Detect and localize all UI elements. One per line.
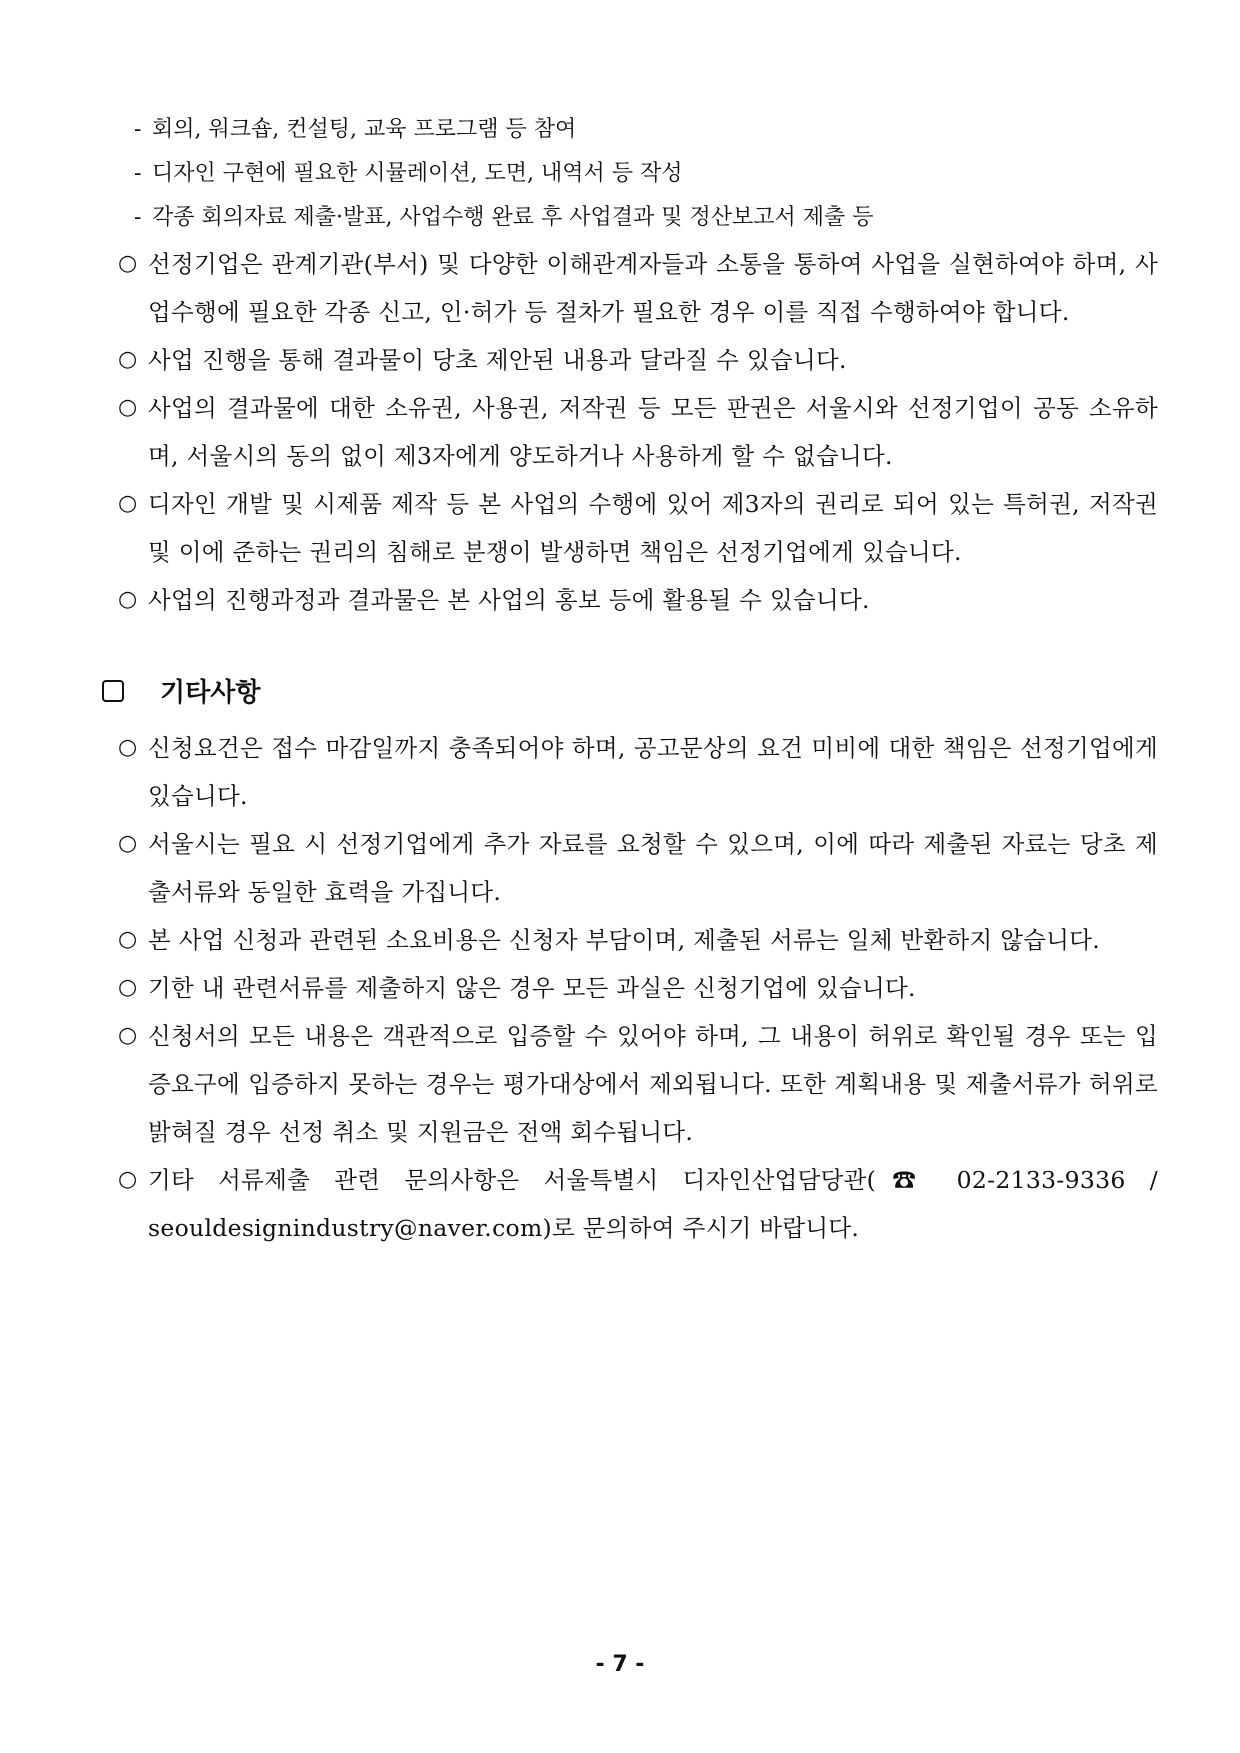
section-bullet-item-5: [118, 1012, 1158, 1156]
bullet-item-5: [118, 576, 1158, 624]
bullet-circle-icon: ○: [118, 1023, 138, 1048]
bullet-text: 기한 내 관련서류를 제출하지 않은 경우 모든 과실은 신청기업에 있습니다.: [148, 974, 916, 1002]
page-number: - 7 -: [595, 1652, 645, 1677]
bullet-circle-icon: ○: [118, 395, 138, 420]
section-bullet-item-1: [118, 724, 1158, 820]
bullet-circle-icon: ○: [118, 587, 138, 612]
bullet-circle-icon: ○: [118, 1167, 138, 1192]
dash-item-1: [118, 108, 1158, 152]
section-bullet-item-6: [118, 1156, 1158, 1252]
bullet-text: 서울시는 필요 시 선정기업에게 추가 자료를 요청할 수 있으며, 이에 따라 제출된 자료는 당초 제출서류와 동일한 효력을 가집니다.: [148, 830, 1158, 906]
bullet-text: 본 사업 신청과 관련된 소요비용은 신청자 부담이며, 제출된 서류는 일체 반환하지 않습니다.: [148, 926, 1101, 954]
bullet-circle-icon: ○: [118, 831, 138, 856]
section-bullet-item-2: [118, 820, 1158, 916]
dash-item-3: [118, 196, 1158, 240]
dash-item-text: 각종 회의자료 제출·발표, 사업수행 완료 후 사업결과 및 정산보고서 제출 등: [152, 205, 874, 230]
dash-mark: -: [134, 205, 142, 230]
section-bullet-item-4: [118, 964, 1158, 1012]
page-content: [118, 108, 1158, 1252]
bullet-circle-icon: ○: [118, 347, 138, 372]
bullet-text: 신청서의 모든 내용은 객관적으로 입증할 수 있어야 하며, 그 내용이 허위로 확인될 경우 또는 입증요구에 입증하지 못하는 경우는 평가대상에서 제외됩니다. 또한 계획내용 및 제출서류가 허위로 밝혀질 경우 선정 취소 및 지원금은 전액 회수됩니다.: [148, 1022, 1158, 1146]
dash-mark: -: [134, 161, 142, 186]
bullet-text: 선정기업은 관계기관(부서) 및 다양한 이해관계자들과 소통을 통하여 사업을 실현하여야 하며, 사업수행에 필요한 각종 신고, 인·허가 등 절차가 필요한 경우 이를 직접 수행하여야 합니다.: [148, 250, 1158, 326]
bullet-item-2: [118, 336, 1158, 384]
dash-item-2: [118, 152, 1158, 196]
bullet-circle-icon: ○: [118, 491, 138, 516]
dash-mark: -: [134, 117, 142, 142]
bullet-circle-icon: ○: [118, 927, 138, 952]
bullet-item-1: [118, 240, 1158, 336]
checkbox-square-icon: [102, 680, 124, 702]
bullet-circle-icon: ○: [118, 735, 138, 760]
bullet-text: 신청요건은 접수 마감일까지 충족되어야 하며, 공고문상의 요건 미비에 대한 책임은 선정기업에게 있습니다.: [148, 734, 1158, 810]
bullet-text: 사업 진행을 통해 결과물이 당초 제안된 내용과 달라질 수 있습니다.: [148, 346, 847, 374]
bullet-circle-icon: ○: [118, 975, 138, 1000]
dash-item-text: 회의, 워크숍, 컨설팅, 교육 프로그램 등 참여: [152, 117, 577, 142]
section-spacer: [118, 624, 1158, 668]
section-heading: [118, 668, 1158, 718]
bullet-circle-icon: ○: [118, 251, 138, 276]
bullet-text: 기타 서류제출 관련 문의사항은 서울특별시 디자인산업담당관(☎ 02-2133-9336 / seouldesignindustry@naver.com)로 문의하여 주시기 바랍니다.: [148, 1166, 1158, 1242]
bullet-text: 사업의 진행과정과 결과물은 본 사업의 홍보 등에 활용될 수 있습니다.: [148, 586, 870, 614]
section-title: 기타사항: [160, 678, 261, 708]
section-bullet-item-3: [118, 916, 1158, 964]
dash-item-text: 디자인 구현에 필요한 시뮬레이션, 도면, 내역서 등 작성: [152, 161, 683, 186]
bullet-item-3: [118, 384, 1158, 480]
bullet-item-4: [118, 480, 1158, 576]
bullet-text: 사업의 결과물에 대한 소유권, 사용권, 저작권 등 모든 판권은 서울시와 선정기업이 공동 소유하며, 서울시의 동의 없이 제3자에게 양도하거나 사용하게 할 수 없습니다.: [148, 394, 1158, 470]
bullet-text: 디자인 개발 및 시제품 제작 등 본 사업의 수행에 있어 제3자의 권리로 되어 있는 특허권, 저작권 및 이에 준하는 권리의 침해로 분쟁이 발생하면 책임은 선정기업에게 있습니다.: [148, 490, 1158, 566]
